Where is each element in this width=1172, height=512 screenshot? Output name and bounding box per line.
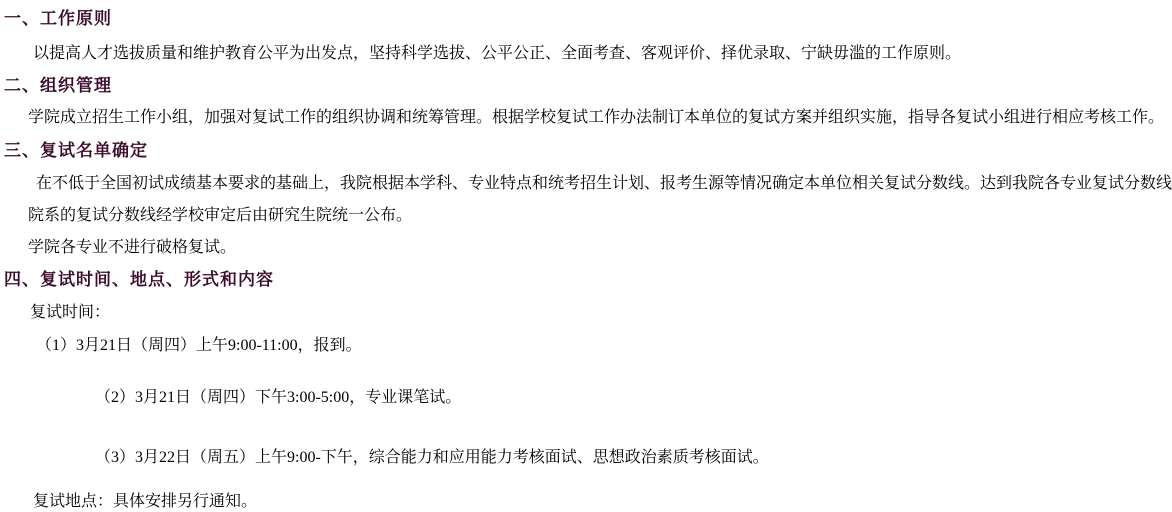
paragraph-reexam-list-line1: 在不低于全国初试成绩基本要求的基础上，我院根据本学科、专业特点和统考招生计划、报考生源等情况确定本单位相关复试分数线。达到我院各专业复试分数线 bbox=[36, 175, 1172, 192]
paragraph-reexam-place-clipped: 复试地点：具体安排另行通知。 bbox=[33, 493, 258, 510]
paragraph-reexam-list-line2: 院系的复试分数线经学校审定后由研究生院统一公布。 bbox=[28, 207, 413, 224]
section-heading-reexam-list: 三、复试名单确定 bbox=[4, 141, 148, 160]
list-item-interview: （3）3月22日（周五）上午9:00-下午，综合能力和应用能力考核面试、思想政治素质考核面试。 bbox=[95, 449, 769, 466]
list-item-registration: （1）3月21日（周四）上午9:00-11:00，报到。 bbox=[36, 337, 362, 354]
list-item-written-exam: （2）3月21日（周四）下午3:00-5:00，专业课笔试。 bbox=[95, 389, 462, 406]
paragraph-work-principles: 以提高人才选拔质量和维护教育公平为出发点，坚持科学选拔、公平公正、全面考查、客观评价、择优录取、宁缺毋滥的工作原则。 bbox=[33, 45, 962, 62]
section-heading-reexam-time-place: 四、复试时间、地点、形式和内容 bbox=[4, 270, 274, 289]
paragraph-reexam-time-label: 复试时间： bbox=[30, 304, 111, 321]
paragraph-no-exception-reexam: 学院各专业不进行破格复试。 bbox=[28, 239, 237, 256]
section-heading-organization-management: 二、组织管理 bbox=[4, 76, 112, 95]
section-heading-work-principles: 一、工作原则 bbox=[4, 9, 112, 28]
paragraph-organization-management: 学院成立招生工作小组，加强对复试工作的组织协调和统筹管理。根据学校复试工作办法制订本单位的复试方案并组织实施，指导各复试小组进行相应考核工作。 bbox=[28, 109, 1165, 126]
